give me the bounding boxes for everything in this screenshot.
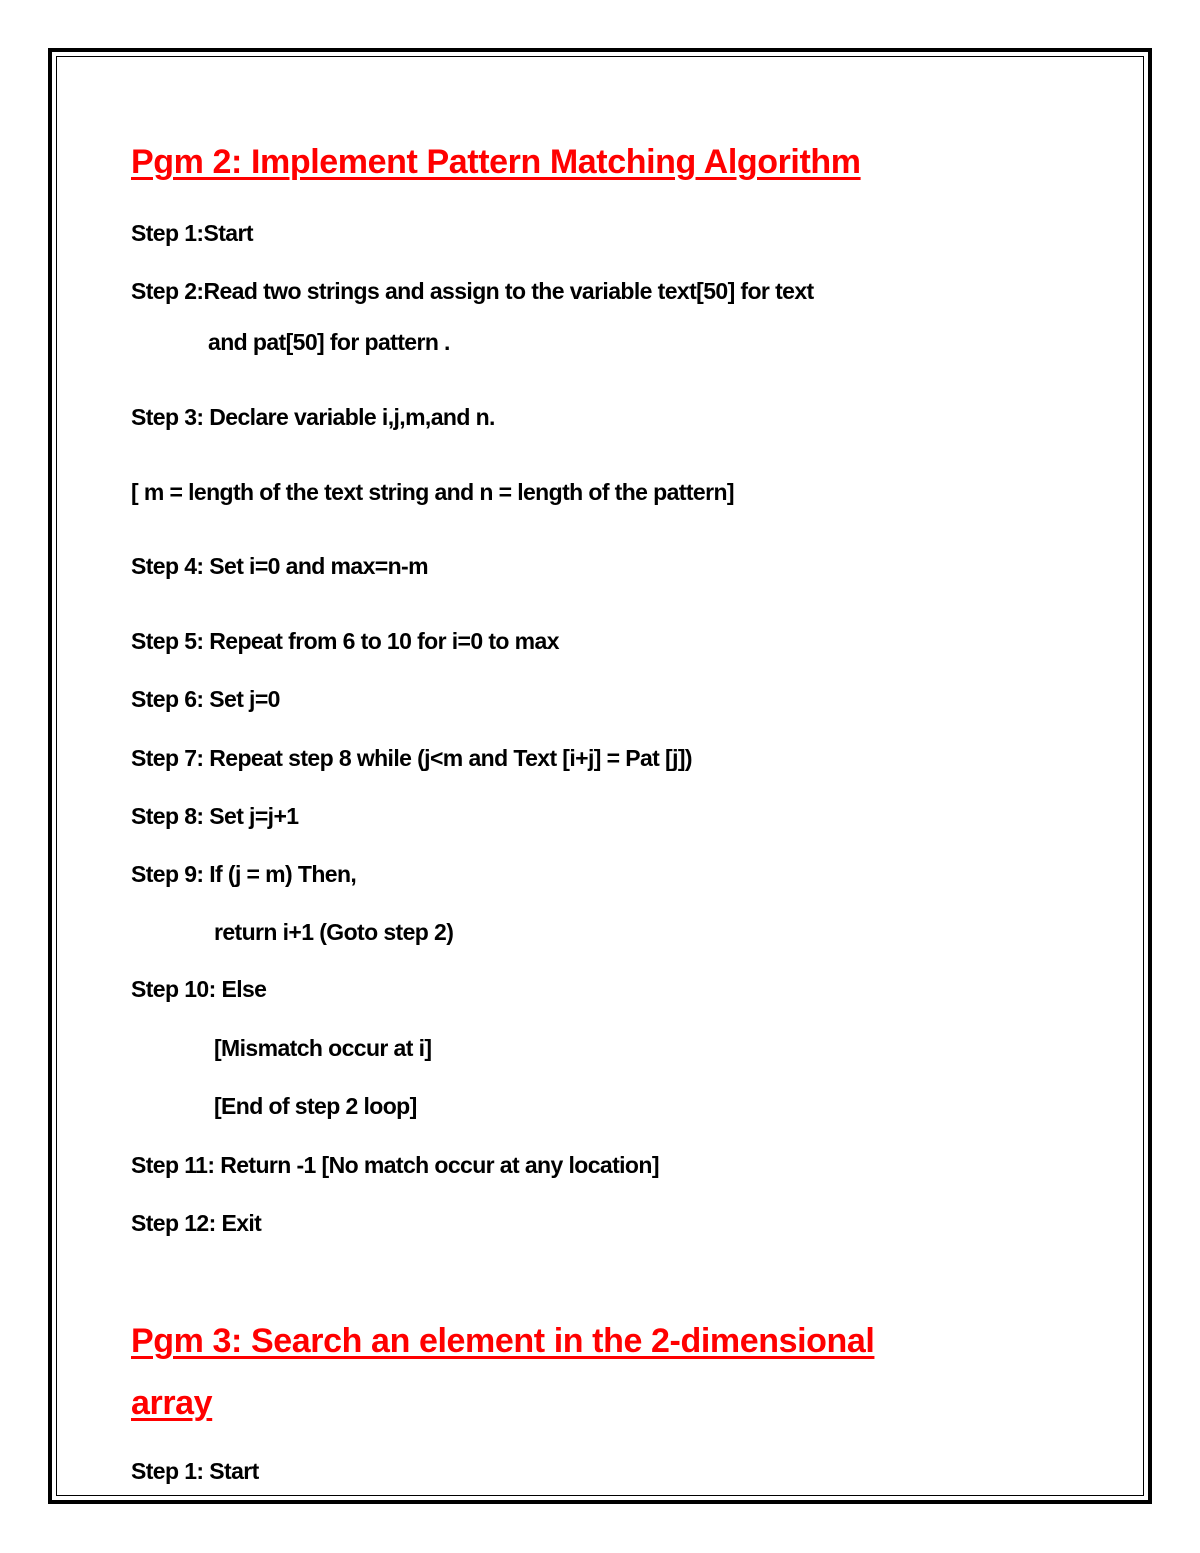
step-line: Step 5: Repeat from 6 to 10 for i=0 to max xyxy=(131,628,559,654)
section-heading-pgm3-continued: array xyxy=(131,1384,213,1422)
step-line: Step 1: Start xyxy=(131,1458,259,1484)
step-continuation: [Mismatch occur at i] xyxy=(214,1035,432,1061)
step-line: Step 8: Set j=j+1 xyxy=(131,803,299,829)
section-heading-pgm2: Pgm 2: Implement Pattern Matching Algorithm xyxy=(131,143,861,181)
step-line: Step 12: Exit xyxy=(131,1210,262,1236)
step-continuation: return i+1 (Goto step 2) xyxy=(214,919,454,945)
step-line: Step 2:Read two strings and assign to the variable text[50] for text xyxy=(131,278,814,304)
step-line: Step 6: Set j=0 xyxy=(131,686,280,712)
step-line: Step 10: Else xyxy=(131,976,267,1002)
step-note: [ m = length of the text string and n = length of the pattern] xyxy=(131,479,734,505)
step-line: Step 1:Start xyxy=(131,220,253,246)
step-line: Step 11: Return -1 [No match occur at any location] xyxy=(131,1152,659,1178)
step-line: Step 7: Repeat step 8 while (j<m and Text [i+j] = Pat [j]) xyxy=(131,745,692,771)
step-line: Step 4: Set i=0 and max=n-m xyxy=(131,553,428,579)
step-continuation: [End of step 2 loop] xyxy=(214,1093,417,1119)
step-line: Step 3: Declare variable i,j,m,and n. xyxy=(131,404,495,430)
step-line: Step 9: If (j = m) Then, xyxy=(131,861,357,887)
step-continuation: and pat[50] for pattern . xyxy=(208,329,450,355)
section-heading-pgm3: Pgm 3: Search an element in the 2-dimensional xyxy=(131,1322,875,1360)
